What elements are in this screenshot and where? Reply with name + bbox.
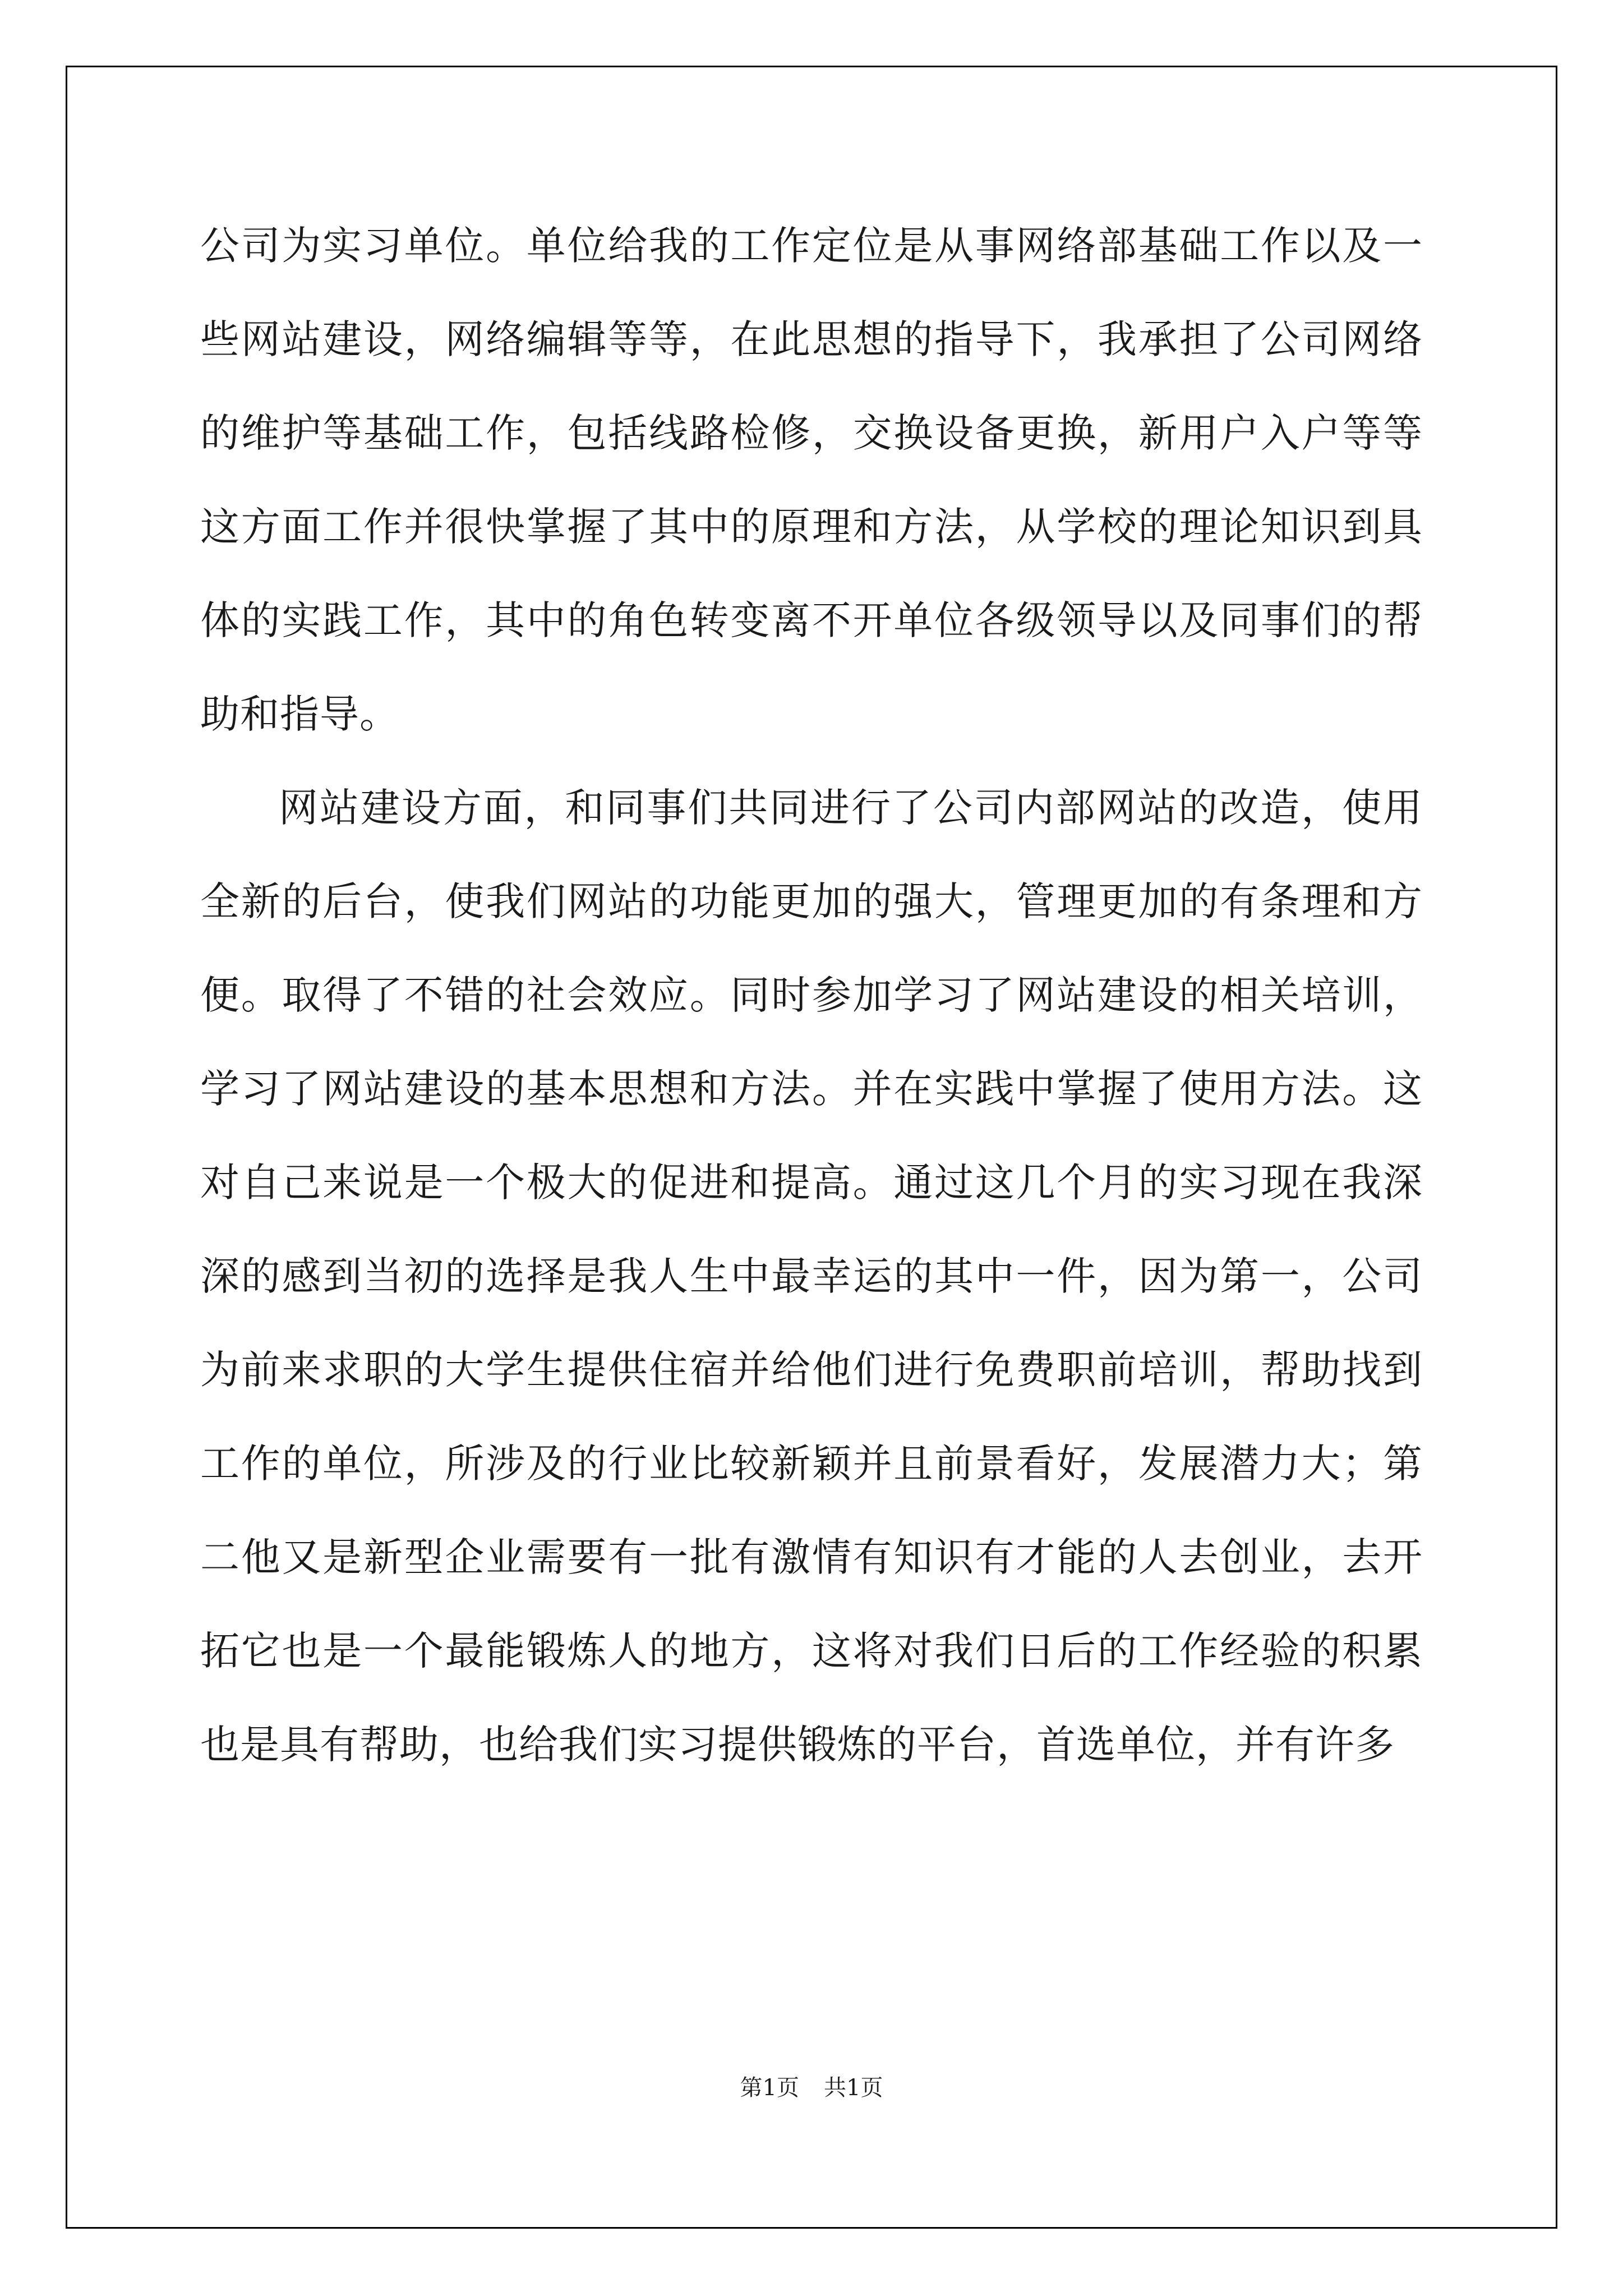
paragraph-2: 网站建设方面，和同事们共同进行了公司内部网站的改造，使用全新的后台，使我们网站的功能更加的强大，管理更加的有条理和方便。取得了不错的社会效应。同时参加学习了网站建设的相关培训，学习了网站建设的基本思想和方法。并在实践中掌握了使用方法。这对自己来说是一个极大的促进和提高。通过这几个月的实习现在我深深的感到当初的选择是我人生中最幸运的其中一件，因为第一，公司为前来求职的大学生提供住宿并给他们进行免费职前培训，帮助找到工作的单位，所涉及的行业比较新颖并且前景看好，发展潜力大；第二他又是新型企业需要有一批有激情有知识有才能的人去创业，去开拓它也是一个最能锻炼人的地方，这将对我们日后的工作经验的积累也是具有帮助，也给我们实习提供锻炼的平台，首选单位，并有许多	[200, 785, 1423, 1768]
paragraph-1: 公司为实习单位。单位给我的工作定位是从事网络部基础工作以及一些网站建设，网络编辑等等，在此思想的指导下，我承担了公司网络的维护等基础工作，包括线路检修，交换设备更换，新用户入户等等这方面工作并很快掌握了其中的原理和方法，从学校的理论知识到具体的实践工作，其中的角色转变离不开单位各级领导以及同事们的帮助和指导。	[200, 223, 1423, 737]
page-footer	[0, 2070, 1623, 2102]
document-body	[200, 199, 1423, 1792]
page-number: 第1页	[740, 2075, 799, 2101]
page-total: 共1页	[824, 2075, 883, 2101]
